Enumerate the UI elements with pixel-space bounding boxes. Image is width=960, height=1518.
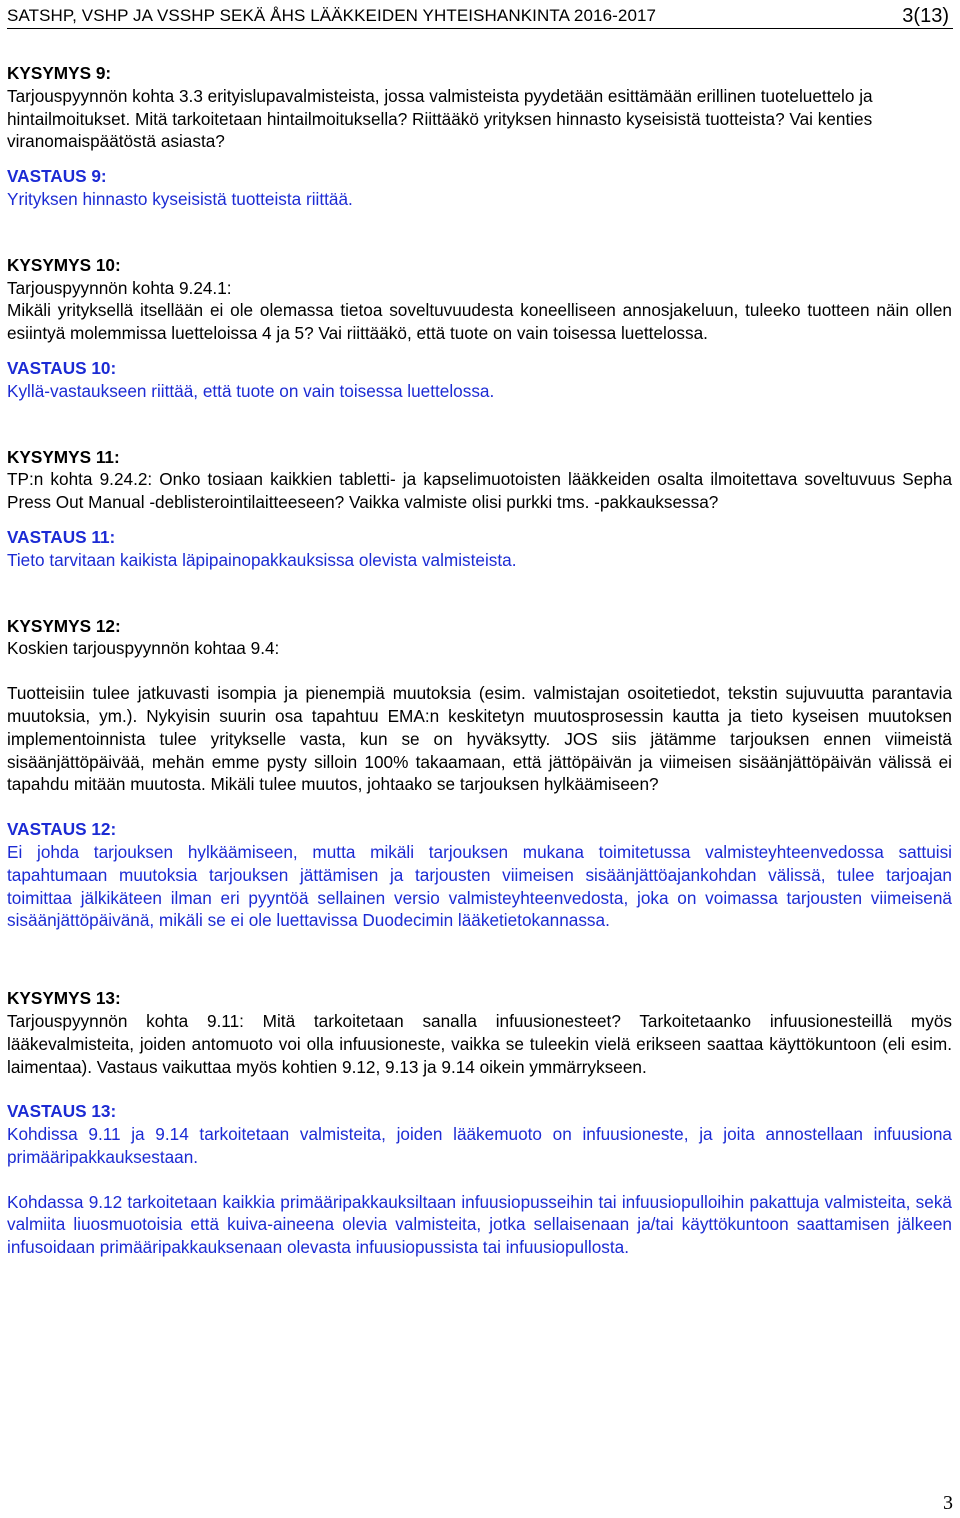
answer-text: Kyllä-vastaukseen riittää, että tuote on vain toisessa luettelossa.: [7, 380, 495, 401]
question-title: KYSYMYS 10:: [7, 254, 121, 275]
question-reference: Tarjouspyynnön kohta 9.24.1:: [7, 277, 232, 298]
answer-title: VASTAUS 10:: [7, 357, 117, 378]
page-number: 3: [943, 1492, 953, 1514]
qa-section-13: [7, 987, 952, 1259]
answer-title: VASTAUS 13:: [7, 1101, 117, 1122]
qa-section-9: [7, 62, 952, 211]
question-text: Tarjouspyynnön kohta 3.3 erityislupavalmisteista, jossa valmisteista pyydetään esittämään erillinen tuoteluettelo ja hintailmoitukset. Mitä tarkoitetaan hintailmoituksella? Riittääkö yrityksen hinnasto kyseisistä tuotteista? Vai kenties viranomaispäätöstä asiasta?: [7, 85, 873, 152]
question-title: KYSYMYS 9:: [7, 63, 112, 83]
question-text: Tuotteisiin tulee jatkuvasti isompia ja pienempiä muutoksia (esim. valmistajan osoitetiedot, tekstin sujuvuutta parantavia muutoksia, ym.). Nykyisin suurin osa tapahtuu EMA:n keskitetyn muutosprosessin kautta ja tieto kyseisen muutoksen implementoinnista tulee yritykselle vasta, kun se on hyväksytty. JOS siis jätämme tarjouksen ennen viimeistä sisäänjättöpäivää, mehän emme pysty silloin 100% takaamaan, että jättöpäivän ja viimeisen sisäänjättöpäivän välissä ei tapahdu mitään muutosta. Mikäli tulee muutos, johtaako se tarjouksen hylkäämiseen?: [7, 683, 952, 795]
document-title: SATSHP, VSHP JA VSSHP SEKÄ ÅHS LÄÄKKEIDEN YHTEISHANKINTA 2016-2017: [7, 6, 657, 25]
qa-section-11: [7, 446, 952, 572]
answer-title: VASTAUS 12:: [7, 819, 117, 840]
answer-text: Ei johda tarjouksen hylkäämiseen, mutta mikäli tarjouksen mukana toimitetussa valmisteyhteenvedossa sattuisi tapahtumaan muutoksia tarjouksen jättämisen ja tarjousten viimeisen sisäänjättöajankohdan välissä, tulee tarjoajan toimittaa jälkikäteen ilman eri pyyntöä sellainen versio valmisteyhteenvedosta, joka on voimassa tarjousten viimeisenä sisäänjättöpäivänä, mikäli se ei ole luettavissa Duodecimin lääketietokannassa.: [7, 841, 952, 931]
qa-section-12: [7, 615, 952, 933]
question-reference: Koskien tarjouspyynnön kohtaa 9.4:: [7, 638, 280, 659]
question-title: KYSYMYS 11:: [7, 446, 120, 467]
answer-text: Tieto tarvitaan kaikista läpipainopakkauksissa olevista valmisteista.: [7, 549, 517, 570]
answer-text: Kohdissa 9.11 ja 9.14 tarkoitetaan valmisteita, joiden lääkemuoto on infuusioneste, ja joita annostellaan infuusiona primääripakkauksestaan.: [7, 1124, 952, 1167]
answer-text: Kohdassa 9.12 tarkoitetaan kaikkia primääripakkauksiltaan infuusiopusseihin tai infuusiopulloihin pakattuja valmisteita, sekä valmiita liuosmuotoisia että kuiva-aineena olevia valmisteita, jotka sellaisenaan ja/tai käyttökuntoon saattamisen jälkeen infusoidaan primääripakkauksenaan olevasta infuusiopussista tai infuusiopullosta.: [7, 1191, 952, 1258]
question-title: KYSYMYS 13:: [7, 988, 121, 1009]
document-body: [7, 62, 952, 1259]
page-indicator: 3(13): [902, 5, 949, 27]
answer-title: VASTAUS 11:: [7, 526, 116, 547]
question-text: TP:n kohta 9.24.2: Onko tosiaan kaikkien tabletti- ja kapselimuotoisten lääkkeiden osalta ilmoitettava soveltuvuus Sepha Press Out Manual -deblisterointilaitteeseen? Vaikka valmiste olisi purkki tms. -pakkauksessa?: [7, 469, 952, 513]
qa-section-10: [7, 254, 952, 403]
page-header: [7, 4, 953, 29]
answer-text: Yrityksen hinnasto kyseisistä tuotteista riittää.: [7, 188, 353, 209]
question-text: Mikäli yrityksellä itsellään ei ole olemassa tietoa soveltuvuudesta koneelliseen annosjakeluun, tuleeko tuotteen näin ollen esiintyä molemmissa luetteloissa 4 ja 5? Vai riittääkö, että tuote on vain toisessa luettelossa.: [7, 300, 952, 344]
question-title: KYSYMYS 12:: [7, 615, 121, 636]
answer-title: VASTAUS 9:: [7, 166, 107, 187]
question-text: Tarjouspyynnön kohta 9.11: Mitä tarkoitetaan sanalla infuusionesteet? Tarkoitetaanko infuusionesteillä myös lääkevalmisteita, joiden antomuoto voi olla infuusioneste, vaikka se tuleekin vielä erikseen saattaa käyttökuntoon (eli esim. laimentaa). Vastaus vaikuttaa myös kohtien 9.12, 9.13 ja 9.14 oikein ymmärrykseen.: [7, 1010, 952, 1077]
